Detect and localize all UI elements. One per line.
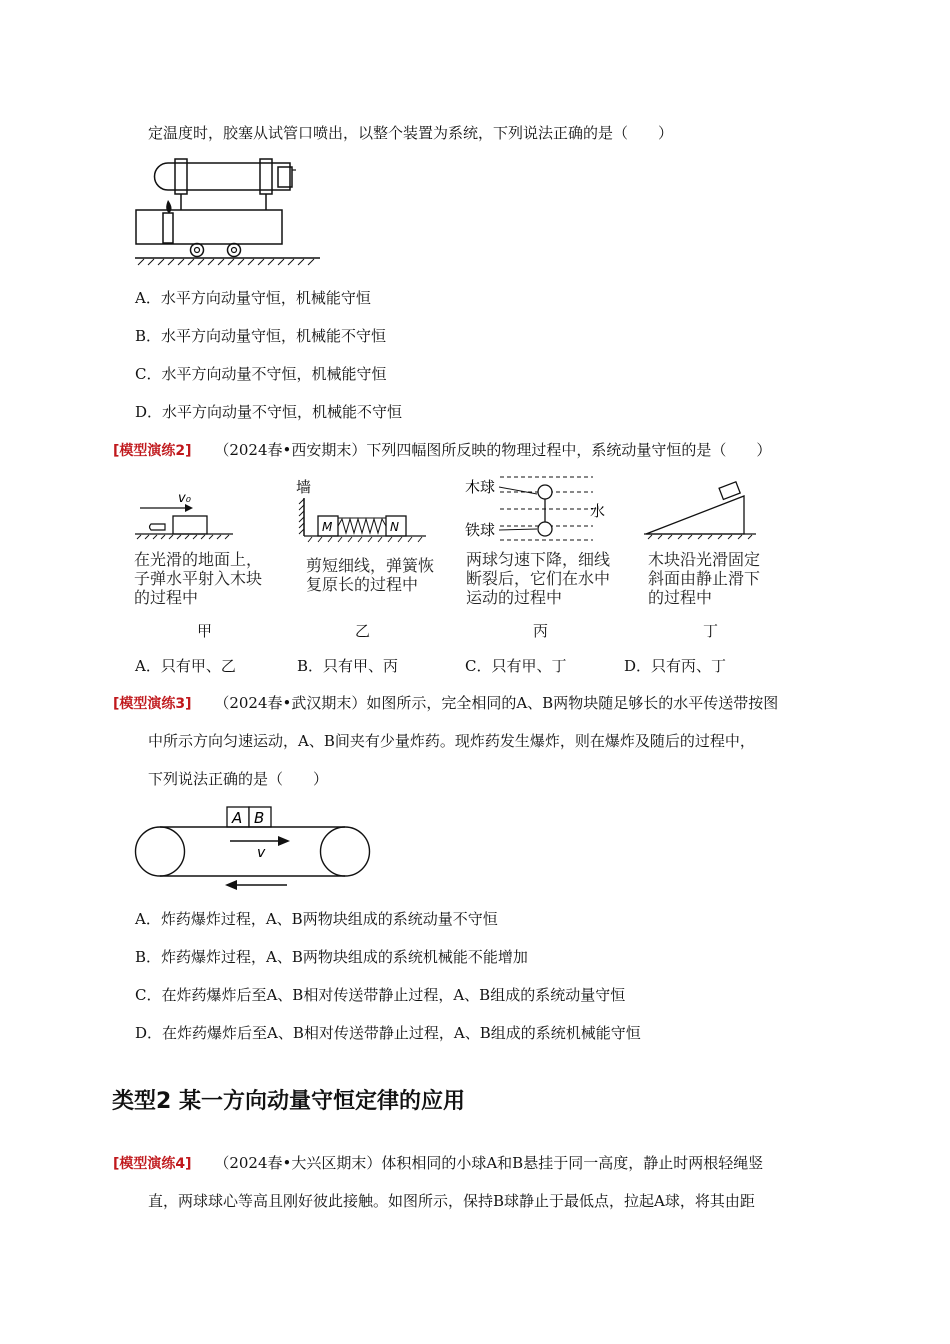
q1-option-c: C．水平方向动量不守恒，机械能守恒 [135,365,387,383]
q3-stem-line-3: 下列说法正确的是（ ） [148,770,329,788]
q2-figure-jia-label: 甲 [197,622,213,640]
fig-jia-v0-label: v₀ [178,491,191,506]
q4-stem-line-2: 直，两球球心等高且刚好彼此接触。如图所示，保持B球静止于最低点，拉起A球，将其由距 [148,1192,755,1210]
q3-stem-1: （2024春•武汉期末）如图所示，完全相同的A、B两物块随足够长的水平传送带按图 [214,694,779,712]
q3-option-d: D．在炸药爆炸后至A、B相对传送带静止过程，A、B组成的系统机械能守恒 [135,1024,641,1042]
section-heading: 类型2 某一方向动量守恒定律的应用 [112,1089,465,1114]
q3-tag: [模型演练3] [113,696,192,712]
q2-option-a: A．只有甲、乙 [135,657,236,675]
q3-option-c: C．在炸药爆炸后至A、B相对传送带静止过程，A、B组成的系统动量守恒 [135,986,626,1004]
q4-tag: [模型演练4] [113,1156,192,1172]
q1-option-d: D．水平方向动量不守恒，机械能不守恒 [135,403,403,421]
q4-stem-1: （2024春•大兴区期末）体积相同的小球A和B悬挂于同一高度，静止时两根轻绳竖 [214,1154,764,1172]
q3-v-label: v [257,845,266,861]
q2-figure-ding-label: 丁 [703,622,719,640]
q1-option-b: B．水平方向动量守恒，机械能不守恒 [135,327,387,345]
q2-figure-ding-caption: 木块沿光滑固定 斜面由静止滑下 的过程中 [648,550,761,607]
q2-figure-jia-caption: 在光滑的地面上， 子弹水平射入木块 的过程中 [134,550,263,607]
q3-option-a: A．炸药爆炸过程，A、B两物块组成的系统动量不守恒 [135,910,498,928]
q3-block-a-label: A [232,809,243,827]
q2-option-c: C．只有甲、丁 [465,657,567,675]
q3-stem-line-2: 中所示方向匀速运动，A、B间夹有少量炸药。现炸药发生爆炸，则在爆炸及随后的过程中， [148,732,755,750]
q2-figure-jia [135,492,235,540]
q3-conveyor-figure [135,805,370,895]
q2-option-b: B．只有甲、丙 [297,657,399,675]
q2-tag: [模型演练2] [113,443,192,459]
q3-option-b: B．炸药爆炸过程，A、B两物块组成的系统机械能不能增加 [135,948,528,966]
q2-figure-bing-caption: 两球匀速下降，细线 断裂后，它们在水中 运动的过程中 [466,550,611,607]
fig-yi-m-label: M [322,520,333,534]
fig-yi-n-label: N [390,520,399,534]
q2-figure-yi [296,478,431,544]
q4-stem-line-1 [113,1153,763,1174]
q1-cart-figure [130,155,325,270]
fig-bing-wood-label: 木球 [465,478,496,496]
q3-block-b-label: B [254,809,265,827]
q1-option-a: A．水平方向动量守恒，机械能守恒 [135,289,371,307]
q2-option-d: D．只有丙、丁 [624,657,727,675]
q2-figure-yi-label: 乙 [355,622,371,640]
q2-figure-bing-label: 丙 [533,622,549,640]
fig-yi-wall-label: 墙 [296,478,312,496]
q2-stem: （2024春•西安期末）下列四幅图所反映的物理过程中，系统动量守恒的是（ ） [214,441,772,459]
fig-bing-iron-label: 铁球 [465,521,496,539]
q2-figure-ding [644,478,759,540]
q2-stem-line [113,440,771,461]
q1-stem-tail: 定温度时，胶塞从试管口喷出，以整个装置为系统，下列说法正确的是（ ） [148,124,674,142]
q2-figure-yi-caption: 剪短细线，弹簧恢 复原长的过程中 [306,556,435,594]
q2-figure-bing [465,472,615,550]
q3-stem-line-1 [113,693,778,714]
fig-bing-water-label: 水 [590,502,606,520]
